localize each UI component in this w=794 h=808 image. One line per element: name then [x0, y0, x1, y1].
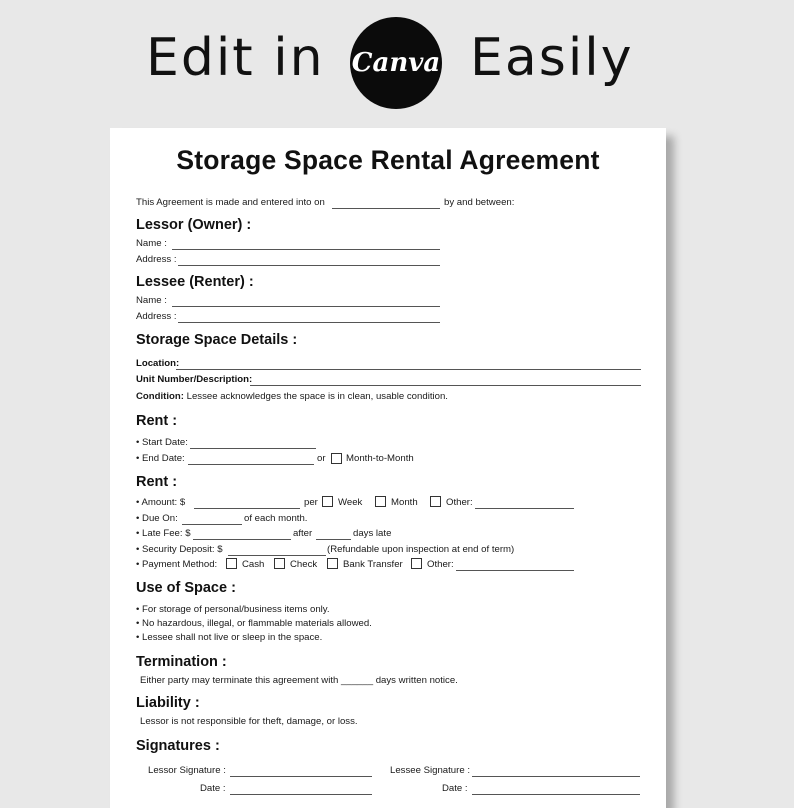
check-checkbox[interactable]: [274, 558, 285, 569]
rent-other-label: Other:: [446, 497, 473, 508]
lessor-signature-field[interactable]: [230, 776, 372, 777]
payment-other-label: Other:: [427, 559, 454, 570]
list-item: • No hazardous, illegal, or flammable materials allowed.: [136, 618, 372, 629]
lessor-heading: Lessor (Owner) :: [136, 217, 252, 233]
bank-transfer-label: Bank Transfer: [343, 559, 403, 570]
per-text: per: [304, 497, 318, 508]
late-fee-field[interactable]: [193, 539, 291, 540]
month-to-month-checkbox[interactable]: [331, 453, 342, 464]
canva-logo-text: Canva: [351, 48, 441, 78]
late-days-field[interactable]: [316, 539, 351, 540]
condition-label: Condition:: [136, 391, 184, 402]
payment-method-label: • Payment Method:: [136, 559, 218, 570]
lessee-name-field[interactable]: [172, 306, 440, 307]
termination-text: Either party may terminate this agreement with: [140, 675, 339, 686]
month-to-month-label: Month-to-Month: [346, 453, 414, 464]
agreement-date-field[interactable]: [332, 208, 440, 209]
end-date-field[interactable]: [188, 464, 314, 465]
document-page: [110, 128, 666, 808]
location-label: Location:: [136, 358, 180, 369]
amount-label: • Amount: $: [136, 497, 186, 508]
cash-checkbox[interactable]: [226, 558, 237, 569]
late-fee-label: • Late Fee: $: [136, 528, 191, 539]
condition-text: Lessee acknowledges the space is in clean, usable condition.: [186, 391, 448, 402]
lessee-date-field[interactable]: [472, 794, 640, 795]
payment-other-checkbox[interactable]: [411, 558, 422, 569]
lessee-address-label: Address :: [136, 311, 177, 322]
lessor-date-field[interactable]: [230, 794, 372, 795]
week-checkbox[interactable]: [322, 496, 333, 507]
termination-heading: Termination :: [136, 654, 227, 670]
lessor-date-label: Date :: [200, 783, 226, 794]
use-of-space-heading: Use of Space :: [136, 580, 236, 596]
banner: [0, 0, 794, 120]
canva-logo: [350, 17, 442, 109]
lessor-signature-label: Lessor Signature :: [148, 765, 226, 776]
month-label: Month: [391, 497, 418, 508]
start-date-label: • Start Date:: [136, 437, 188, 448]
deposit-note: (Refundable upon inspection at end of term): [327, 544, 515, 555]
due-on-after-text: of each month.: [244, 513, 308, 524]
month-checkbox[interactable]: [375, 496, 386, 507]
rent-other-field[interactable]: [475, 508, 574, 509]
liability-text: Lessor is not responsible for theft, damage, or loss.: [140, 716, 358, 727]
cash-label: Cash: [242, 559, 265, 570]
late-after-text: after: [293, 528, 313, 539]
amount-field[interactable]: [194, 508, 300, 509]
due-on-label: • Due On:: [136, 513, 178, 524]
lessee-heading: Lessee (Renter) :: [136, 274, 254, 290]
list-item: • For storage of personal/business items only.: [136, 604, 330, 615]
document-title: Storage Space Rental Agreement: [176, 145, 600, 175]
week-label: Week: [338, 497, 363, 508]
rent-other-checkbox[interactable]: [430, 496, 441, 507]
banner-edit-in-text: Edit in: [146, 28, 325, 88]
lessor-name-field[interactable]: [172, 249, 440, 250]
rent-term-heading: Rent :: [136, 413, 178, 429]
start-date-field[interactable]: [190, 448, 316, 449]
lessor-address-label: Address :: [136, 254, 177, 265]
unit-field[interactable]: [250, 385, 641, 386]
intro-text-after: by and between:: [444, 197, 515, 208]
lessee-signature-label: Lessee Signature :: [390, 765, 471, 776]
lessor-address-field[interactable]: [178, 265, 440, 266]
signatures-heading: Signatures :: [136, 738, 220, 754]
late-days-text: days late: [353, 528, 392, 539]
deposit-field[interactable]: [228, 555, 326, 556]
end-date-label: • End Date:: [136, 453, 185, 464]
unit-label: Unit Number/Description:: [136, 374, 253, 385]
lessee-name-label: Name :: [136, 295, 167, 306]
list-item: • Lessee shall not live or sleep in the space.: [136, 632, 323, 643]
check-label: Check: [290, 559, 318, 570]
or-text: or: [317, 453, 326, 464]
rent-payment-heading: Rent :: [136, 474, 178, 490]
bank-transfer-checkbox[interactable]: [327, 558, 338, 569]
liability-heading: Liability :: [136, 695, 200, 711]
lessee-signature-field[interactable]: [472, 776, 640, 777]
due-on-field[interactable]: [182, 524, 242, 525]
termination-text-after: days written notice.: [375, 675, 458, 686]
intro-text: This Agreement is made and entered into on: [136, 197, 325, 208]
lessor-name-label: Name :: [136, 238, 167, 249]
storage-heading: Storage Space Details :: [136, 332, 298, 348]
deposit-label: • Security Deposit: $: [136, 544, 223, 555]
lessee-address-field[interactable]: [178, 322, 440, 323]
lessee-date-label: Date :: [442, 783, 468, 794]
banner-easily-text: Easily: [470, 28, 634, 88]
notice-days-field[interactable]: ______: [341, 675, 374, 686]
location-field[interactable]: [176, 369, 641, 370]
payment-other-field[interactable]: [456, 570, 574, 571]
